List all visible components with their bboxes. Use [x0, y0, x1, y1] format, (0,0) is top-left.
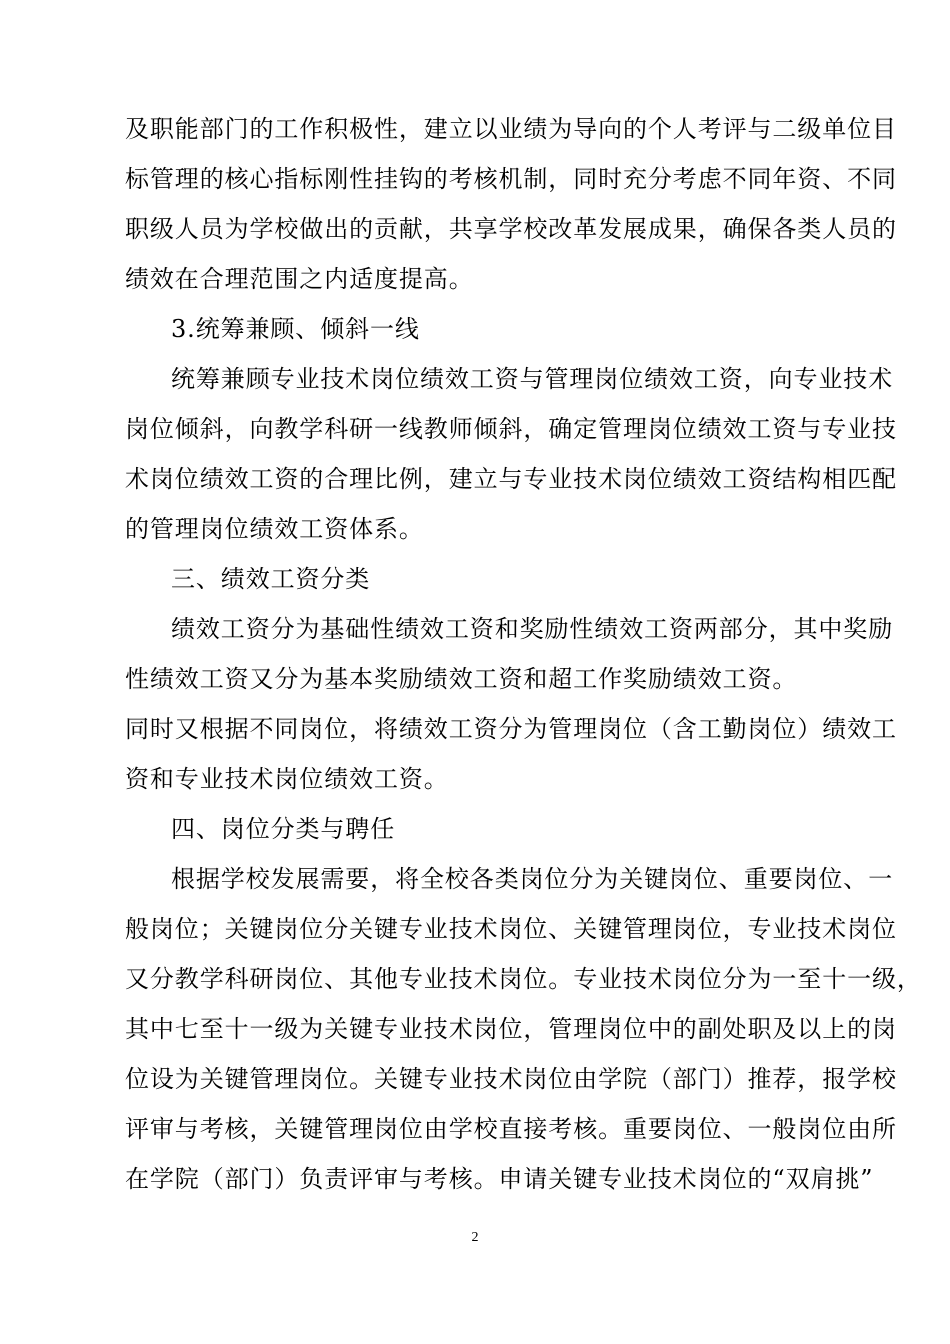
- body-line: 根据学校发展需要，将全校各类岗位分为关键岗位、重要岗位、一: [171, 865, 894, 893]
- body-line: 般岗位；关键岗位分关键专业技术岗位、关键管理岗位，专业技术岗位: [125, 915, 897, 943]
- body-line: 绩效在合理范围之内适度提高。: [125, 265, 474, 293]
- document-body: [125, 104, 922, 1204]
- body-line: 的管理岗位绩效工资体系。: [125, 515, 424, 543]
- body-line: 同时又根据不同岗位，将绩效工资分为管理岗位（含工勤岗位）绩效工: [125, 715, 897, 743]
- body-line: 绩效工资分为基础性绩效工资和奖励性绩效工资两部分，其中奖励: [171, 615, 894, 643]
- body-line: 统筹兼顾专业技术岗位绩效工资与管理岗位绩效工资，向专业技术: [171, 365, 894, 393]
- section-heading: 四、岗位分类与聘任: [171, 815, 396, 843]
- section-heading: 三、绩效工资分类: [171, 565, 371, 593]
- subheading-line: 3.统筹兼顾、倾斜一线: [171, 315, 420, 343]
- page-number: 2: [471, 1230, 479, 1245]
- body-line: 位设为关键管理岗位。关键专业技术岗位由学院（部门）推荐，报学校: [125, 1065, 897, 1093]
- body-line: 其中七至十一级为关键专业技术岗位，管理岗位中的副处职及以上的岗: [125, 1015, 897, 1043]
- body-line: 资和专业技术岗位绩效工资。: [125, 765, 449, 793]
- body-line: 术岗位绩效工资的合理比例，建立与专业技术岗位绩效工资结构相匹配: [125, 465, 897, 493]
- body-line: 岗位倾斜，向教学科研一线教师倾斜，确定管理岗位绩效工资与专业技: [125, 415, 897, 443]
- body-line: 又分教学科研岗位、其他专业技术岗位。专业技术岗位分为一至十一级，: [125, 965, 922, 993]
- body-line: 标管理的核心指标刚性挂钩的考核机制，同时充分考虑不同年资、不同: [125, 165, 897, 193]
- body-line: 在学院（部门）负责评审与考核。申请关键专业技术岗位的“双肩挑”: [125, 1165, 874, 1193]
- body-line: 评审与考核，关键管理岗位由学校直接考核。重要岗位、一般岗位由所: [125, 1115, 897, 1143]
- body-line: 职级人员为学校做出的贡献，共享学校改革发展成果，确保各类人员的: [125, 215, 897, 243]
- body-line: 性绩效工资又分为基本奖励绩效工资和超工作奖励绩效工资。: [125, 665, 798, 693]
- body-line: 及职能部门的工作积极性，建立以业绩为导向的个人考评与二级单位目: [125, 115, 897, 143]
